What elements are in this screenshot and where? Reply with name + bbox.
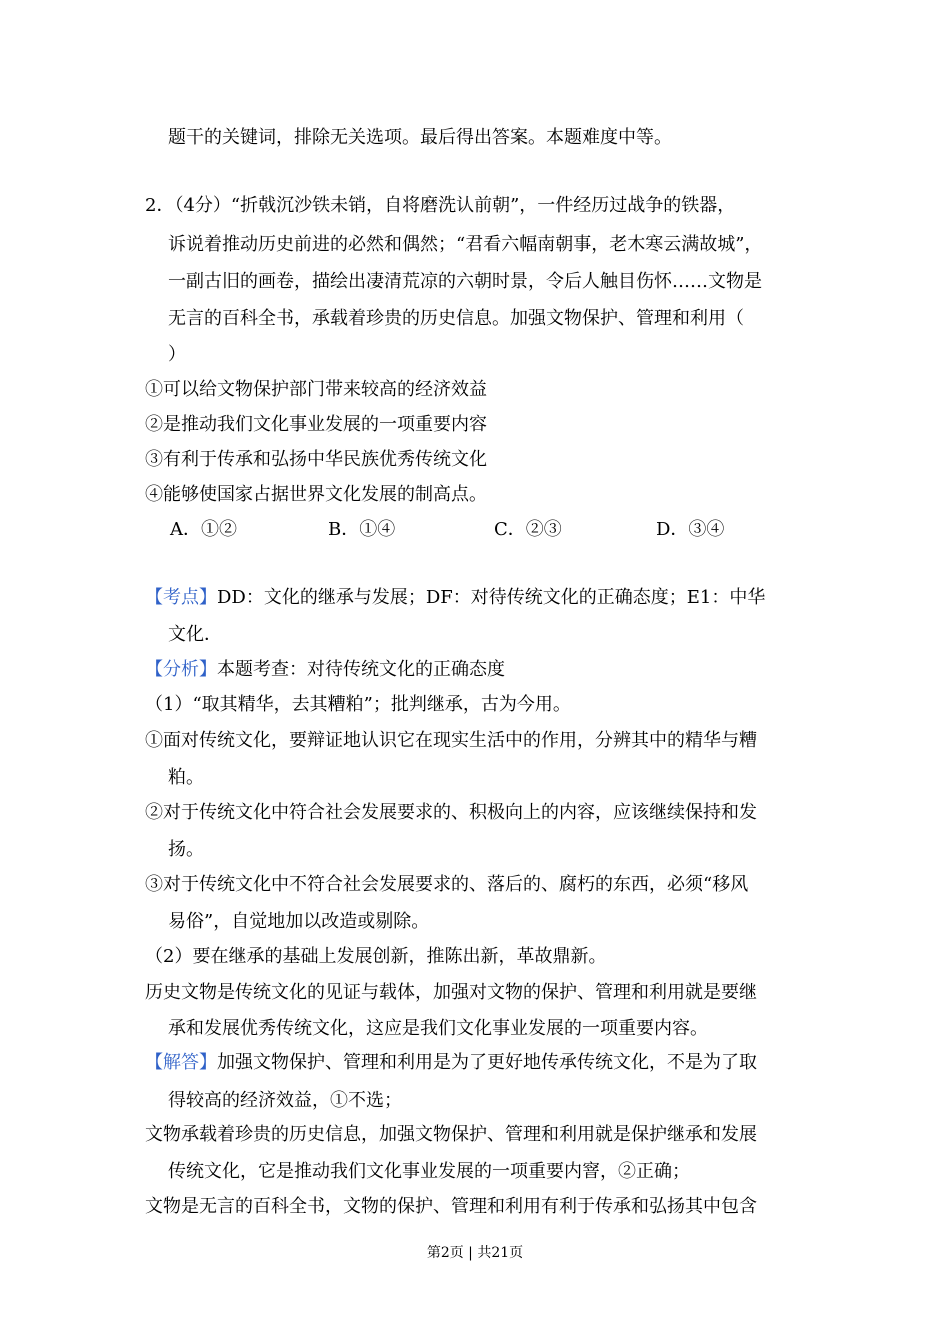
question-text-line: 诉说着推动历史前进的必然和偶然；“君看六幅南朝事，老木寒云满故城”，	[168, 234, 763, 255]
fenxi-text: 承和发展优秀传统文化，这应是我们文化事业发展的一项重要内容。	[168, 1018, 708, 1039]
option-c: C．②③	[494, 519, 562, 540]
question-first-line	[145, 194, 735, 218]
fenxi-text: （1）“取其精华，去其糟粕”；批判继承，古为今用。	[145, 694, 571, 715]
intro-continuation: 题干的关键词，排除无关选项。最后得出答案。本题难度中等。	[168, 127, 672, 148]
statement-2: ②是推动我们文化事业发展的一项重要内容	[145, 414, 487, 435]
fenxi-tag: 【分析】	[145, 659, 217, 680]
statement-4: ④能够使国家占据世界文化发展的制高点。	[145, 484, 487, 505]
option-a: A．①②	[170, 519, 237, 540]
fenxi-text: 本题考查：对待传统文化的正确态度	[217, 659, 505, 680]
page-footer: 第2页 | 共21页	[426, 1245, 524, 1261]
fenxi-text: （2）要在继承的基础上发展创新，推陈出新，革故鼎新。	[145, 946, 607, 967]
statement-3: ③有利于传承和弘扬中华民族优秀传统文化	[145, 449, 487, 470]
jieda-text: 文物承载着珍贵的历史信息，加强文物保护、管理和利用就是保护继承和发展	[145, 1124, 757, 1145]
kaodian-text: 文化．	[168, 624, 222, 645]
question-text-line: （4分）“折戟沉沙铁未销，自将磨洗认前朝”，一件经历过战争的铁器，	[174, 195, 736, 216]
jieda-first-line	[145, 1051, 757, 1075]
kaodian-tag: 【考点】	[145, 587, 217, 608]
fenxi-text: 易俗”，自觉地加以改造或剔除。	[168, 911, 430, 932]
question-number: 2．	[145, 195, 175, 216]
fenxi-text: ①面对传统文化，要辩证地认识它在现实生活中的作用，分辨其中的精华与糟	[145, 730, 757, 751]
fenxi-text: 粕。	[168, 767, 204, 788]
kaodian-text: DD：文化的继承与发展；DF：对待传统文化的正确态度；E1：中华	[217, 587, 766, 608]
option-d: D．③④	[656, 519, 725, 540]
question-text-line: ）	[168, 344, 186, 365]
fenxi-text: 历史文物是传统文化的见证与载体，加强对文物的保护、管理和利用就是要继	[145, 982, 757, 1003]
fenxi-text: 扬。	[168, 839, 204, 860]
statement-1: ①可以给文物保护部门带来较高的经济效益	[145, 379, 487, 400]
question-text-line: 无言的百科全书，承载着珍贵的历史信息。加强文物保护、管理和利用（	[168, 308, 744, 329]
fenxi-first-line	[145, 658, 505, 682]
jieda-tag: 【解答】	[145, 1052, 217, 1073]
option-b: B．①④	[328, 519, 396, 540]
jieda-text: 传统文化，它是推动我们文化事业发展的一项重要内窨，②正确；	[168, 1161, 690, 1182]
kaodian-first-line	[145, 586, 765, 610]
jieda-text: 文物是无言的百科全书，文物的保护、管理和利用有利于传承和弘扬其中包含	[145, 1196, 757, 1217]
jieda-text: 得较高的经济效益，①不选；	[168, 1090, 402, 1111]
fenxi-text: ②对于传统文化中符合社会发展要求的、积极向上的内容，应该继续保持和发	[145, 802, 757, 823]
fenxi-text: ③对于传统文化中不符合社会发展要求的、落后的、腐朽的东西，必须“移风	[145, 874, 749, 895]
jieda-text: 加强文物保护、管理和利用是为了更好地传承传统文化，不是为了取	[217, 1052, 757, 1073]
question-text-line: 一副古旧的画卷，描绘出凄清荒凉的六朝时景，令后人触目伤怀……文物是	[168, 271, 762, 292]
